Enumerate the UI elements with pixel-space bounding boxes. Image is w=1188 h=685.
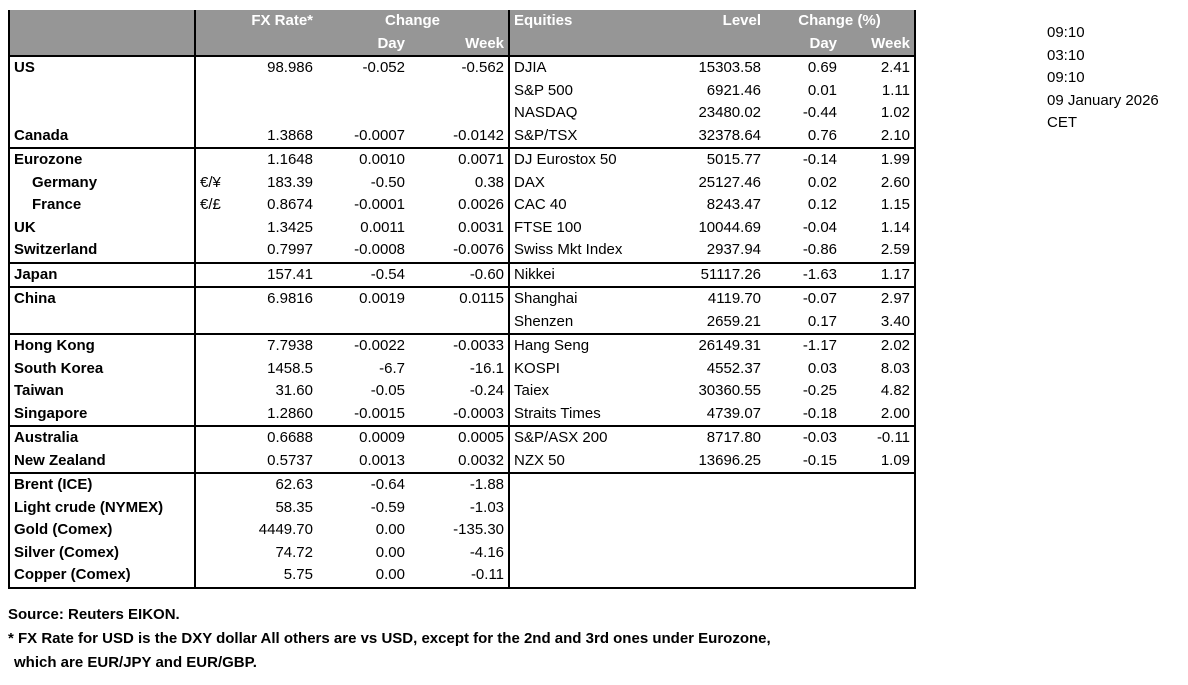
- table-row: [9, 334, 915, 358]
- row-label: Canada: [9, 125, 195, 149]
- fx-change-week: 0.0005: [409, 426, 509, 450]
- row-symbol: [195, 450, 237, 474]
- table-row: [9, 263, 915, 288]
- row-symbol: [195, 497, 237, 520]
- row-symbol: [195, 426, 237, 450]
- equity-level: 15303.58: [649, 56, 765, 80]
- equity-name: FTSE 100: [509, 217, 649, 240]
- equity-level: 8243.47: [706, 196, 762, 213]
- fx-rate-value: 1.1648: [237, 148, 317, 172]
- fx-change-day: -0.0015: [354, 404, 405, 422]
- fx-rate-value: 6.9816: [237, 287, 317, 311]
- equity-change-day: -1.17: [765, 334, 841, 358]
- equity-level: [649, 564, 765, 588]
- equity-change-week: 2.59: [841, 239, 915, 263]
- equity-change-day: -1.63: [765, 263, 841, 288]
- fx-change-week: -0.0142: [453, 126, 505, 144]
- market-data-table: [8, 10, 916, 589]
- row-label: [9, 311, 195, 335]
- equity-change-week: 1.17: [841, 263, 915, 288]
- fx-rate-value: 1458.5: [267, 359, 313, 377]
- equity-level: 2937.94: [706, 241, 762, 258]
- row-symbol: [195, 217, 237, 240]
- header-change: Change: [317, 10, 509, 33]
- equity-name: S&P/ASX 200: [509, 426, 649, 450]
- row-label: Gold (Comex): [9, 519, 195, 542]
- row-symbol: [195, 403, 237, 427]
- equity-change-week: 1.11: [841, 80, 915, 103]
- equity-name: KOSPI: [509, 358, 649, 381]
- fx-rate-value: 0.6688: [237, 426, 317, 450]
- row-symbol: [195, 263, 237, 288]
- fx-change-day: -0.052: [317, 56, 409, 80]
- equity-change-day: [765, 519, 841, 542]
- table-row: [9, 403, 915, 427]
- table-row: [9, 56, 915, 80]
- equity-change-day: -0.04: [802, 218, 838, 236]
- equity-change-week: [841, 473, 915, 497]
- header-fx-rate-symbol: [195, 10, 237, 33]
- equity-change-day: 0.17: [807, 312, 838, 330]
- equity-change-day: [765, 542, 841, 565]
- header-eq-week: Week: [841, 33, 915, 57]
- fx-rate-value: [237, 80, 317, 103]
- fx-rate-value: 0.7997: [267, 241, 313, 258]
- equity-change-day: -0.15: [802, 451, 838, 469]
- row-symbol: [195, 125, 237, 149]
- equity-level: [649, 497, 765, 520]
- row-symbol: [195, 311, 237, 335]
- row-symbol: [195, 380, 237, 403]
- equity-level: 8717.80: [649, 426, 765, 450]
- equity-change-week: 2.41: [841, 56, 915, 80]
- row-symbol: [195, 102, 237, 125]
- fx-rate-value: 1.3868: [267, 126, 313, 144]
- equity-change-day: [765, 473, 841, 497]
- table-row: [9, 102, 915, 125]
- equity-name: [509, 564, 649, 588]
- equity-level: 30360.55: [698, 382, 762, 399]
- equity-change-day: [765, 497, 841, 520]
- fx-rate-value: 5.75: [237, 564, 317, 588]
- header-blank-3: [195, 33, 237, 57]
- fx-change-day: 0.00: [375, 521, 405, 538]
- row-symbol: [195, 56, 237, 80]
- equity-change-week: 3.40: [841, 311, 915, 335]
- table-row: [9, 564, 915, 588]
- table-row: [9, 380, 915, 403]
- fx-change-week: -0.11: [409, 564, 509, 588]
- fx-change-day: 0.00: [375, 543, 405, 561]
- row-label: Eurozone: [9, 148, 195, 172]
- equity-change-week: 1.99: [841, 148, 915, 172]
- equity-level: 6921.46: [706, 81, 762, 99]
- fx-rate-value: 157.41: [237, 263, 317, 288]
- equity-level: 25127.46: [698, 173, 762, 191]
- header-blank: [9, 10, 195, 33]
- row-symbol: €/¥: [195, 172, 237, 195]
- equity-name: DAX: [509, 172, 649, 195]
- fx-change-week: [409, 80, 509, 103]
- row-label: Australia: [9, 426, 195, 450]
- timezone-row: CET: [1047, 114, 1077, 131]
- equity-change-week: 1.09: [841, 450, 915, 474]
- fx-change-week: 0.0031: [458, 218, 505, 236]
- equity-change-week: -0.11: [841, 426, 915, 450]
- equity-name: DJIA: [509, 56, 649, 80]
- equity-level: [649, 473, 765, 497]
- equity-level: 4552.37: [706, 359, 762, 377]
- equity-level: 4739.07: [706, 404, 762, 422]
- fx-change-week: 0.0026: [458, 196, 505, 213]
- footnotes: [8, 603, 771, 675]
- equity-level: 26149.31: [649, 334, 765, 358]
- equity-level: 23480.02: [698, 104, 762, 121]
- equity-change-day: -0.86: [802, 241, 838, 258]
- header-blank-5: [509, 33, 649, 57]
- fx-change-day: -0.0022: [317, 334, 409, 358]
- fx-change-week: [409, 311, 509, 335]
- fx-change-week: -0.24: [469, 382, 505, 399]
- table-row: [9, 125, 915, 149]
- row-symbol: [195, 80, 237, 103]
- equity-change-week: [841, 497, 915, 520]
- table-header: [9, 10, 915, 56]
- equity-change-week: [841, 564, 915, 588]
- fx-change-week: 0.0032: [458, 451, 505, 469]
- fx-change-day: 0.0009: [317, 426, 409, 450]
- equity-name: Swiss Mkt Index: [509, 239, 649, 263]
- fx-rate-value: 1.3425: [267, 218, 313, 236]
- equity-change-week: 1.15: [841, 194, 915, 217]
- row-label: US: [9, 56, 195, 80]
- row-label: France: [9, 194, 195, 217]
- equity-change-week: 2.10: [841, 125, 915, 149]
- table-row: [9, 239, 915, 263]
- row-symbol: [195, 519, 237, 542]
- fx-change-week: -0.0076: [453, 241, 505, 258]
- equity-level: 4119.70: [649, 287, 765, 311]
- row-symbol: [195, 148, 237, 172]
- row-label: South Korea: [9, 358, 195, 381]
- equity-level: 2659.21: [706, 312, 762, 330]
- table-row: [9, 217, 915, 240]
- fx-change-day: -0.05: [370, 382, 405, 399]
- table-row: [9, 172, 915, 195]
- row-symbol: [195, 473, 237, 497]
- equity-name: Nikkei: [509, 263, 649, 288]
- table-row: [9, 473, 915, 497]
- header-level: Level: [649, 10, 765, 33]
- fx-change-week: -4.16: [469, 543, 505, 561]
- header-fx-rate: FX Rate*: [237, 10, 317, 33]
- row-label: [9, 80, 195, 103]
- header-row-1: [9, 10, 915, 33]
- fx-change-week: 0.38: [474, 173, 505, 191]
- table-row: [9, 358, 915, 381]
- fx-change-day: 0.0019: [317, 287, 409, 311]
- header-fx-week: Week: [409, 33, 509, 57]
- equity-level: 5015.77: [649, 148, 765, 172]
- table-row: [9, 80, 915, 103]
- fx-rate-value: 0.5737: [267, 451, 313, 469]
- fx-change-week: [409, 102, 509, 125]
- time-row-1: 09:10: [1047, 24, 1085, 41]
- header-row-2: [9, 33, 915, 57]
- header-blank-2: [9, 33, 195, 57]
- equity-change-day: [765, 564, 841, 588]
- row-label: Japan: [9, 263, 195, 288]
- equity-change-week: 2.02: [841, 334, 915, 358]
- equity-change-day: -0.44: [802, 104, 838, 121]
- fx-rate-value: 74.72: [275, 543, 313, 561]
- fx-change-day: [317, 311, 409, 335]
- fx-rate-value: 31.60: [275, 382, 313, 399]
- fx-rate-value: 98.986: [237, 56, 317, 80]
- row-label: Silver (Comex): [9, 542, 195, 565]
- equity-change-day: 0.02: [807, 173, 838, 191]
- equity-name: [509, 519, 649, 542]
- table-row: [9, 194, 915, 217]
- header-eq-day: Day: [765, 33, 841, 57]
- equity-change-week: 2.97: [841, 287, 915, 311]
- equity-change-day: -0.25: [802, 382, 838, 399]
- equity-change-day: 0.12: [807, 196, 838, 213]
- row-label: UK: [9, 217, 195, 240]
- fx-change-day: -0.64: [317, 473, 409, 497]
- row-symbol: [195, 239, 237, 263]
- equity-name: [509, 497, 649, 520]
- fx-rate-value: 7.7938: [237, 334, 317, 358]
- equity-level: [649, 519, 765, 542]
- equity-change-day: 0.69: [765, 56, 841, 80]
- equity-change-week: [841, 542, 915, 565]
- row-label: Taiwan: [9, 380, 195, 403]
- fx-rate-value: 0.8674: [267, 196, 313, 213]
- fx-change-day: [317, 102, 409, 125]
- fx-change-week: -1.88: [409, 473, 509, 497]
- time-row-3: 09:10: [1047, 69, 1085, 86]
- row-label: [9, 102, 195, 125]
- equity-name: Hang Seng: [509, 334, 649, 358]
- footnote-source: Source: Reuters EIKON.: [8, 606, 180, 623]
- header-change-pct: Change (%): [765, 10, 915, 33]
- fx-change-day: -0.50: [370, 173, 405, 191]
- equity-change-week: 2.60: [841, 172, 915, 195]
- row-label: Copper (Comex): [9, 564, 195, 588]
- equity-name: CAC 40: [509, 194, 649, 217]
- fx-change-day: -0.0001: [354, 196, 405, 213]
- fx-change-day: 0.0011: [360, 218, 405, 236]
- fx-rate-value: 58.35: [275, 498, 313, 516]
- row-label: Brent (ICE): [9, 473, 195, 497]
- equity-level: 13696.25: [698, 451, 762, 469]
- footnote-fx-note-line2: which are EUR/JPY and EUR/GBP.: [14, 654, 257, 671]
- fx-rate-value: [237, 311, 317, 335]
- equity-change-day: -0.18: [802, 404, 838, 422]
- equity-name: Shanghai: [509, 287, 649, 311]
- table-row: [9, 311, 915, 335]
- equity-change-week: 2.00: [841, 403, 915, 427]
- row-label: Germany: [9, 172, 195, 195]
- fx-rate-value: 62.63: [237, 473, 317, 497]
- fx-change-day: [317, 80, 409, 103]
- equity-name: Taiex: [509, 380, 649, 403]
- table-row: [9, 542, 915, 565]
- row-label: New Zealand: [9, 450, 195, 474]
- equity-name: DJ Eurostox 50: [509, 148, 649, 172]
- footnote-fx-note-line1: * FX Rate for USD is the DXY dollar All others are vs USD, except for the 2nd and 3rd ones under Eurozone,: [8, 630, 771, 647]
- equity-change-week: 4.82: [841, 380, 915, 403]
- row-label: Light crude (NYMEX): [9, 497, 195, 520]
- clock-date-block: [1047, 22, 1159, 135]
- equity-level: [649, 542, 765, 565]
- equity-change-day: 0.76: [807, 126, 838, 144]
- equity-change-day: 0.03: [807, 359, 838, 377]
- fx-change-day: -0.59: [370, 498, 405, 516]
- row-symbol: [195, 358, 237, 381]
- table-row: [9, 426, 915, 450]
- fx-change-week: -135.30: [453, 521, 505, 538]
- table-row: [9, 148, 915, 172]
- fx-change-week: 0.0071: [409, 148, 509, 172]
- equity-name: [509, 473, 649, 497]
- fx-change-day: 0.00: [317, 564, 409, 588]
- row-label: Switzerland: [9, 239, 195, 263]
- equity-change-week: [841, 519, 915, 542]
- equity-change-week: 8.03: [841, 358, 915, 381]
- equity-name: [509, 542, 649, 565]
- fx-change-week: -0.0003: [453, 404, 505, 422]
- equity-change-day: -0.14: [765, 148, 841, 172]
- row-symbol: €/£: [195, 194, 237, 217]
- fx-change-week: 0.0115: [409, 287, 509, 311]
- equity-name: S&P 500: [509, 80, 649, 103]
- table-row: [9, 287, 915, 311]
- equity-level: 32378.64: [698, 126, 762, 144]
- row-label: China: [9, 287, 195, 311]
- date-row: 09 January 2026: [1047, 91, 1159, 109]
- equity-level: 10044.69: [698, 218, 762, 236]
- fx-change-day: -6.7: [379, 359, 405, 377]
- fx-change-day: -0.0007: [354, 126, 405, 144]
- fx-change-week: -1.03: [469, 498, 505, 516]
- equity-change-day: 0.01: [807, 81, 838, 99]
- equity-change-day: -0.07: [765, 287, 841, 311]
- row-label: Singapore: [9, 403, 195, 427]
- table-row: [9, 450, 915, 474]
- fx-rate-value: 1.2860: [267, 404, 313, 422]
- fx-rate-value: [237, 102, 317, 125]
- header-blank-4: [237, 33, 317, 57]
- equity-level: 51117.26: [649, 263, 765, 288]
- row-symbol: [195, 334, 237, 358]
- fx-rate-value: 183.39: [267, 173, 313, 191]
- fx-change-week: -16.1: [469, 359, 505, 377]
- equity-change-day: -0.03: [765, 426, 841, 450]
- fx-change-week: -0.562: [409, 56, 509, 80]
- fx-change-day: -0.54: [317, 263, 409, 288]
- table-body: [9, 56, 915, 588]
- table-row: [9, 519, 915, 542]
- equity-name: S&P/TSX: [509, 125, 649, 149]
- fx-change-day: 0.0010: [317, 148, 409, 172]
- header-blank-6: [649, 33, 765, 57]
- fx-change-day: -0.0008: [354, 241, 405, 258]
- row-symbol: [195, 287, 237, 311]
- row-symbol: [195, 564, 237, 588]
- equity-name: Shenzen: [509, 311, 649, 335]
- equity-change-week: 1.02: [841, 102, 915, 125]
- equity-change-week: 1.14: [841, 217, 915, 240]
- equity-name: NZX 50: [509, 450, 649, 474]
- fx-change-day: 0.0013: [359, 451, 405, 469]
- equity-name: NASDAQ: [509, 102, 649, 125]
- fx-rate-value: 4449.70: [258, 521, 313, 538]
- header-equities: Equities: [509, 10, 649, 33]
- equity-name: Straits Times: [509, 403, 649, 427]
- table-row: [9, 497, 915, 520]
- row-label: Hong Kong: [9, 334, 195, 358]
- time-row-2: 03:10: [1047, 46, 1085, 64]
- fx-change-week: -0.0033: [409, 334, 509, 358]
- fx-change-week: -0.60: [409, 263, 509, 288]
- row-symbol: [195, 542, 237, 565]
- header-fx-day: Day: [317, 33, 409, 57]
